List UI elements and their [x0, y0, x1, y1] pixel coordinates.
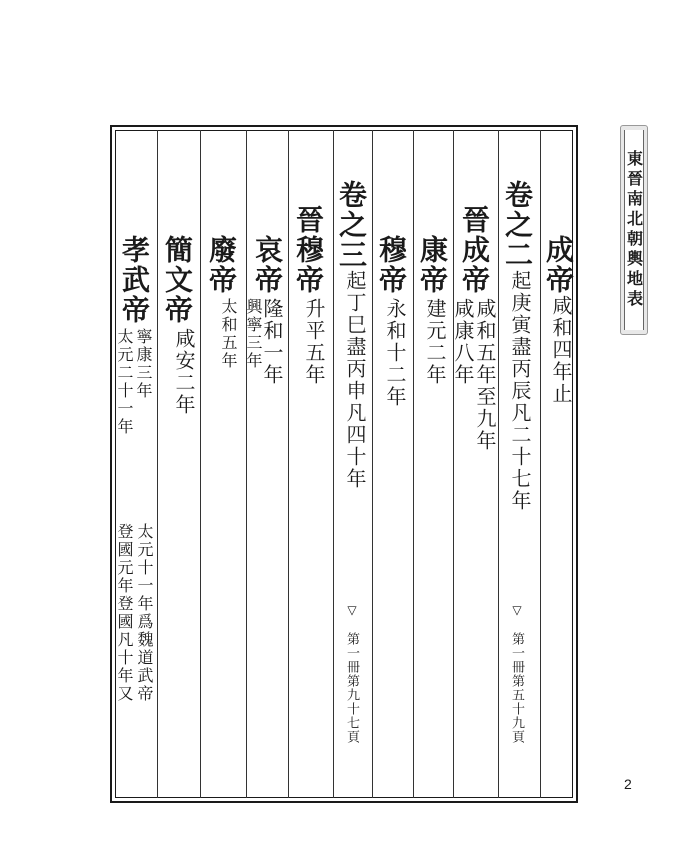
- volume-range-text: 起庚寅盡丙辰凡二十七年: [508, 270, 532, 512]
- column-rule: [540, 130, 541, 798]
- reign-text: 寧康三年: [134, 328, 153, 400]
- volume-heading-2: 卷之二: [501, 180, 534, 270]
- reign-text: 升平五年: [302, 298, 326, 386]
- reign-text: 建元二年: [423, 298, 447, 386]
- volume-heading-3: 卷之三: [335, 180, 368, 270]
- column-rule: [288, 130, 289, 798]
- reign-text: 太元二十一年: [115, 328, 134, 436]
- triangle-icon: ▽: [510, 603, 524, 617]
- triangle-icon: ▽: [345, 603, 359, 617]
- heading-cheng-di: 成帝: [542, 235, 575, 295]
- heading-fei-di: 廢帝: [205, 235, 238, 295]
- book-title: 東晉南北朝輿地表: [624, 150, 644, 310]
- heading-jian-wen-di: 簡文帝: [161, 235, 194, 325]
- reign-text: 咸和五年至九年: [473, 298, 497, 452]
- heading-kang-di: 康帝: [416, 235, 449, 295]
- heading-mu-di: 穆帝: [375, 235, 408, 295]
- heading-jin-mu-di: 晉穆帝: [292, 205, 325, 295]
- heading-xiao-wu-di: 孝武帝: [118, 235, 151, 325]
- column-rule: [453, 130, 454, 798]
- annotation-text: 太元十一年爲魏道武帝: [135, 523, 154, 703]
- column-rule: [246, 130, 247, 798]
- heading-ai-di: 哀帝: [251, 235, 284, 295]
- reign-text: 太和五年: [219, 298, 238, 370]
- page-reference: 第一冊第九十七頁: [344, 632, 359, 744]
- reign-text: 咸安二年: [172, 328, 196, 416]
- page-number: 2: [624, 776, 632, 792]
- column-rule: [333, 130, 334, 798]
- column-rule: [200, 130, 201, 798]
- book-title-tab: [620, 125, 648, 335]
- column-rule: [372, 130, 373, 798]
- reign-text: 永和十二年: [383, 298, 407, 408]
- annotation-text: 登國元年登國凡十年又: [115, 523, 134, 703]
- column-rule: [498, 130, 499, 798]
- page-reference: 第一冊第五十九頁: [509, 632, 524, 744]
- heading-jin-cheng-di: 晉成帝: [458, 205, 491, 295]
- reign-text: 咸和四年止: [549, 295, 573, 405]
- reign-text: 咸康八年: [451, 298, 475, 386]
- volume-range-text: 起丁巳盡丙申凡四十年: [343, 270, 367, 490]
- reign-text: 興寧三年: [244, 298, 263, 370]
- reign-text: 隆和一年: [260, 298, 284, 386]
- column-rule: [413, 130, 414, 798]
- column-rule: [157, 130, 158, 798]
